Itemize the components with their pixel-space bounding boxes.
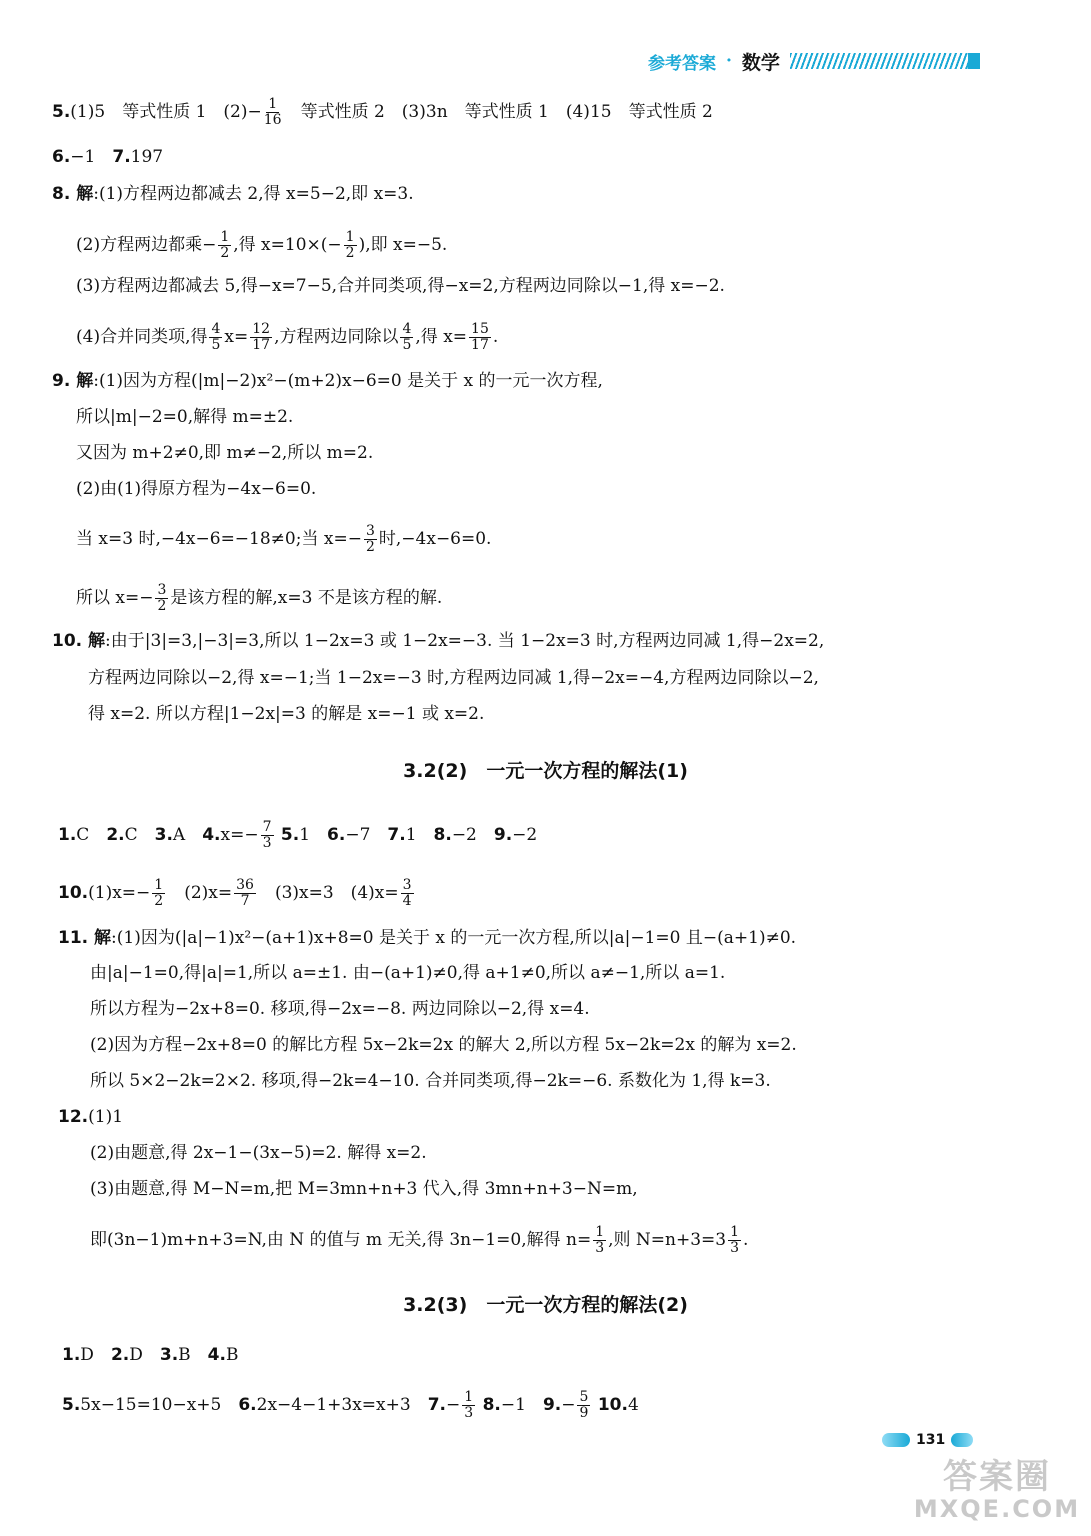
- answer-text: −2: [451, 825, 494, 845]
- answer-text: (3)由题意,得 M−N=m,把 M=3mn+n+3 代入,得 3mn+n+3−N=m,: [90, 1179, 638, 1199]
- answer-text: (2)由题意,得 2x−1−(3x−5)=2. 解得 x=2.: [90, 1143, 427, 1163]
- answer-text: −: [446, 1395, 461, 1415]
- fraction: $\frac{4}{5}$: [402, 321, 412, 353]
- answer-text: 时,−4x−6=0.: [378, 529, 492, 549]
- answer-text: 所以 x=−: [76, 588, 154, 608]
- answer-text: 当 x=3 时,−4x−6=−18≠0;当 x=−: [76, 529, 362, 549]
- answer-line: [88, 667, 819, 689]
- answer-text: 得 x=2. 所以方程|1−2x|=3 的解是 x=−1 或 x=2.: [88, 704, 485, 724]
- answer-line: [90, 1142, 427, 1164]
- page-number-area: [882, 1432, 973, 1448]
- question-number: 7.: [387, 825, 406, 845]
- fraction: $\frac{3}{4}$: [402, 877, 412, 909]
- fraction: $\frac{1}{16}$: [263, 96, 282, 128]
- fraction: $\frac{1}{2}$: [154, 877, 164, 909]
- question-number: 9.: [542, 1395, 562, 1415]
- answer-line: [76, 322, 498, 353]
- header-stripes-decoration: [790, 53, 978, 69]
- answer-text: (−: [320, 235, 342, 255]
- answer-line: [90, 962, 725, 984]
- header-label: 参考答案: [648, 53, 716, 74]
- answer-text: (2)由(1)得原方程为−4x−6=0.: [76, 479, 317, 499]
- header-subject: 数学: [741, 51, 780, 74]
- answer-line: [90, 1034, 797, 1056]
- fraction: $\frac{3}{2}$: [365, 523, 375, 555]
- answer-line: [90, 998, 590, 1020]
- fraction: $\frac{4}{5}$: [211, 321, 221, 353]
- question-number: 2.: [106, 825, 125, 845]
- answer-text: :(1)因为(|a|−1)x²−(a+1)x+8=0 是关于 x 的一元一次方程,所以|a|−1=0 且−(a+1)≠0.: [111, 928, 797, 948]
- answer-text: x=: [224, 327, 249, 347]
- answer-line: [76, 275, 725, 297]
- question-number: 3.: [159, 1345, 179, 1365]
- answer-line: [76, 442, 373, 464]
- answer-text: (1)1: [88, 1107, 124, 1127]
- question-number: 5.: [52, 102, 71, 122]
- question-number: 10.: [597, 1395, 628, 1415]
- answer-line: [52, 370, 603, 392]
- answer-line: [76, 583, 442, 614]
- answer-text: 又因为 m+2≠0,即 m≠−2,所以 m=2.: [76, 443, 374, 463]
- question-number: 3.: [154, 825, 173, 845]
- question-number: 11. 解: [58, 928, 112, 948]
- answer-text: 所以方程为−2x+8=0. 移项,得−2x=−8. 两边同除以−2,得 x=4.: [90, 999, 590, 1019]
- question-number: 5.: [280, 825, 300, 845]
- answer-line: [52, 146, 163, 168]
- question-number: 9.: [493, 825, 513, 845]
- question-number: 4.: [207, 1345, 226, 1365]
- answer-line: [58, 878, 416, 909]
- answer-text: 2x−4−1+3x=x+3: [256, 1395, 428, 1415]
- page-decoration-icon: [951, 1433, 973, 1447]
- answer-line: [90, 1225, 748, 1256]
- page-header: [648, 46, 978, 76]
- answer-line: [62, 1344, 238, 1366]
- answer-line: [76, 406, 293, 428]
- question-number: 1.: [58, 825, 77, 845]
- question-number: 6.: [327, 825, 346, 845]
- answer-line: [90, 1070, 771, 1092]
- fraction: $\frac{12}{17}$: [252, 321, 271, 353]
- answer-text: A: [172, 825, 203, 845]
- answer-text: D: [80, 1345, 111, 1365]
- answer-text: B: [178, 1345, 208, 1365]
- answer-text: ),即 x=−5.: [358, 235, 448, 255]
- answer-text: −1: [500, 1395, 543, 1415]
- answer-text: 方程两边同除以−2,得 x=−1;当 1−2x=−3 时,方程两边同减 1,得−2x=−4,方程两边同除以−2,: [88, 668, 819, 688]
- question-number: 8.: [433, 825, 452, 845]
- page-decoration-icon: [882, 1433, 910, 1447]
- header-separator: ·: [726, 51, 732, 71]
- question-number: 8. 解: [52, 184, 94, 204]
- answer-text: x=−: [220, 825, 259, 845]
- fraction: $\frac{7}{3}$: [262, 819, 272, 851]
- answer-text: ,则 N=n+3=3: [608, 1230, 727, 1250]
- fraction: $\frac{1}{3}$: [464, 1389, 474, 1421]
- answer-text: 所以|m|−2=0,解得 m=±2.: [76, 407, 294, 427]
- section-title: 3.2(2) 一元一次方程的解法(1): [403, 760, 688, 782]
- question-number: 6.: [52, 147, 71, 167]
- answer-text: (2)x=: [167, 883, 233, 903]
- answer-text: −: [561, 1395, 576, 1415]
- answer-line: [52, 630, 824, 652]
- answer-line: [62, 1390, 639, 1421]
- answer-line: [58, 927, 796, 949]
- answer-text: :(1)因为方程(|m|−2)x²−(m+2)x−6=0 是关于 x 的一元一次方程,: [93, 371, 603, 391]
- answer-text: −1: [70, 147, 113, 167]
- answer-line: [76, 524, 491, 555]
- section-title: 3.2(3) 一元一次方程的解法(2): [403, 1294, 688, 1316]
- question-number: 9. 解: [52, 371, 94, 391]
- question-number: 6.: [238, 1395, 257, 1415]
- question-number: 4.: [202, 825, 221, 845]
- answer-text: (1)5 等式性质 1 (2)−: [70, 102, 262, 122]
- question-number: 8.: [482, 1395, 501, 1415]
- answer-line: [52, 97, 713, 128]
- answer-text: :由于|3|=3,|−3|=3,所以 1−2x=3 或 1−2x=−3. 当 1−2x=3 时,方程两边同减 1,得−2x=2,: [105, 631, 825, 651]
- answer-text: .: [743, 1230, 749, 1250]
- answer-text: ,得 x=: [415, 327, 468, 347]
- fraction: $\frac{36}{7}$: [236, 877, 254, 909]
- answer-line: [76, 478, 316, 500]
- answer-text: C: [76, 825, 107, 845]
- answer-text: 是该方程的解,x=3 不是该方程的解.: [170, 588, 443, 608]
- answer-text: ,方程两边同除以: [274, 327, 399, 347]
- answer-text: 5x−15=10−x+5: [80, 1395, 239, 1415]
- question-number: 1.: [62, 1345, 81, 1365]
- watermark-url: MXQE.COM: [913, 1495, 1081, 1523]
- question-number: 7.: [427, 1395, 446, 1415]
- answer-text: −2: [512, 825, 538, 845]
- answer-text: (1)x=−: [88, 883, 151, 903]
- question-number: 12.: [58, 1107, 89, 1127]
- answer-text: 由|a|−1=0,得|a|=1,所以 a=±1. 由−(a+1)≠0,得 a+1≠0,所以 a≠−1,所以 a=1.: [90, 963, 726, 983]
- answer-line: [76, 230, 447, 261]
- answer-text: −7: [345, 825, 388, 845]
- answer-text: ,得 x=10×: [233, 235, 321, 255]
- answer-line: [58, 1106, 123, 1128]
- answer-text: (2)方程两边都乘−: [76, 235, 217, 255]
- answer-text: 197: [130, 147, 164, 167]
- page-number: 131: [916, 1432, 946, 1448]
- answer-text: B: [225, 1345, 239, 1365]
- answer-text: 1: [405, 825, 434, 845]
- fraction: $\frac{5}{9}$: [579, 1389, 589, 1421]
- question-number: 10. 解: [52, 631, 106, 651]
- answer-text: 即(3n−1)m+n+3=N,由 N 的值与 m 无关,得 3n−1=0,解得 n=: [90, 1230, 592, 1250]
- question-number: 2.: [110, 1345, 130, 1365]
- answer-text: :(1)方程两边都减去 2,得 x=5−2,即 x=3.: [93, 184, 414, 204]
- fraction: $\frac{1}{3}$: [595, 1224, 605, 1256]
- answer-line: [88, 703, 484, 725]
- answer-line: [58, 820, 537, 851]
- answer-text: 1: [299, 825, 328, 845]
- answer-text: 所以 5×2−2k=2×2. 移项,得−2k=4−10. 合并同类项,得−2k=−6. 系数化为 1,得 k=3.: [90, 1071, 771, 1091]
- answer-line: [90, 1178, 638, 1200]
- fraction: $\frac{1}{3}$: [730, 1224, 740, 1256]
- answer-text: .: [492, 327, 499, 347]
- question-number: 7.: [112, 147, 131, 167]
- answer-text: (3)方程两边都减去 5,得−x=7−5,合并同类项,得−x=2,方程两边同除以−1,得 x=−2.: [76, 276, 725, 296]
- answer-text: 等式性质 2 (3)3n 等式性质 1 (4)15 等式性质 2: [283, 102, 713, 122]
- answer-text: (2)因为方程−2x+8=0 的解比方程 5x−2k=2x 的解大 2,所以方程 5x−2k=2x 的解为 x=2.: [90, 1035, 797, 1055]
- answer-text: 4: [627, 1395, 639, 1415]
- question-number: 10.: [58, 883, 89, 903]
- watermark-logo-text: 答案圈: [943, 1457, 1051, 1497]
- question-number: 5.: [62, 1395, 81, 1415]
- fraction: $\frac{15}{17}$: [471, 321, 489, 353]
- fraction: $\frac{3}{2}$: [157, 582, 167, 614]
- fraction: $\frac{1}{2}$: [345, 229, 355, 261]
- fraction: $\frac{1}{2}$: [220, 229, 230, 261]
- answer-text: D: [129, 1345, 160, 1365]
- answer-text: (3)x=3 (4)x=: [257, 883, 399, 903]
- watermark: [912, 1458, 1082, 1528]
- answer-text: (4)合并同类项,得: [76, 327, 208, 347]
- answer-line: [52, 183, 414, 205]
- answer-text: C: [124, 825, 155, 845]
